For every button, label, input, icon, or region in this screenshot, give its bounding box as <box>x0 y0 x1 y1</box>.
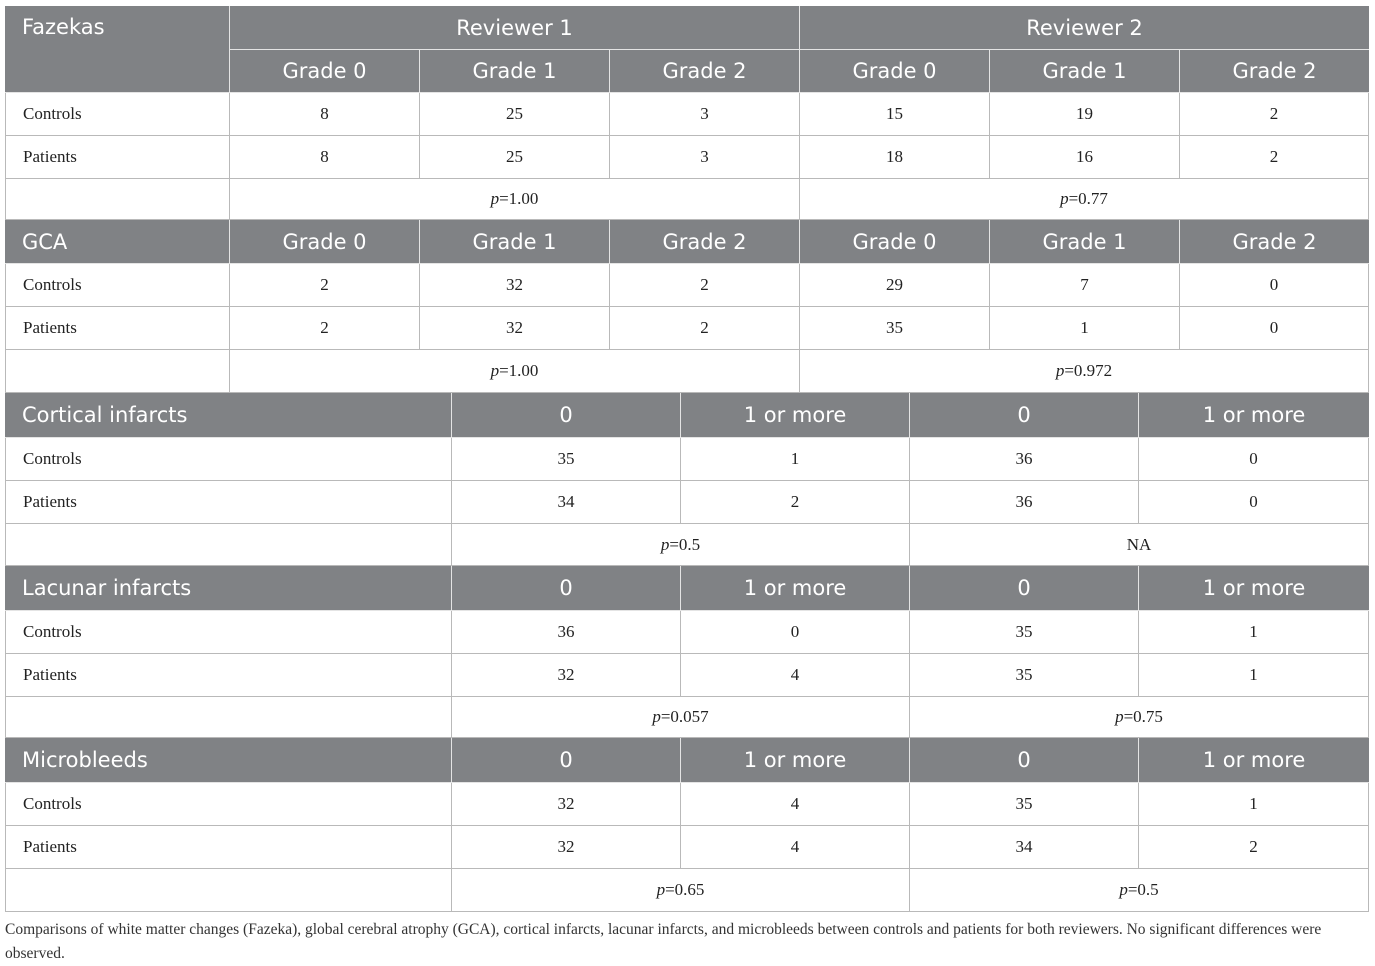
count-1-or-more-header: 1 or more <box>681 738 910 783</box>
table-cell: 7 <box>990 264 1180 307</box>
count-1-or-more-header: 1 or more <box>681 566 910 611</box>
table-cell: 2 <box>1180 93 1369 136</box>
table-cell: 8 <box>230 93 420 136</box>
grade-2-header: Grade 2 <box>1180 220 1369 264</box>
table-cell: 2 <box>610 307 800 350</box>
row-label-patients: Patients <box>5 136 230 179</box>
empty-cell <box>5 869 452 912</box>
lacunar-body <box>5 611 1369 738</box>
microbleeds-body <box>5 783 1369 912</box>
row-label-controls: Controls <box>5 611 452 654</box>
lacunar-title: Lacunar infarcts <box>5 566 452 611</box>
table-cell: 1 <box>1139 783 1369 826</box>
grade-1-header: Grade 1 <box>990 50 1180 93</box>
table-cell: 35 <box>910 654 1139 697</box>
p-value-reviewer-2: p = 0.75 <box>910 697 1369 738</box>
grade-2-header: Grade 2 <box>1180 50 1369 93</box>
count-0-header: 0 <box>910 566 1139 611</box>
grade-1-header: Grade 1 <box>990 220 1180 264</box>
fazekas-header <box>5 6 1369 93</box>
table-cell: 0 <box>1139 481 1369 524</box>
count-1-or-more-header: 1 or more <box>1139 566 1369 611</box>
table-cell: 0 <box>1180 264 1369 307</box>
table-cell: 32 <box>420 307 610 350</box>
table-cell: 36 <box>910 481 1139 524</box>
grade-0-header: Grade 0 <box>230 220 420 264</box>
count-1-or-more-header: 1 or more <box>1139 393 1369 438</box>
reviewer-1-header: Reviewer 1 <box>230 6 800 50</box>
grade-2-header: Grade 2 <box>610 220 800 264</box>
table-cell: 4 <box>681 826 910 869</box>
grade-1-header: Grade 1 <box>420 50 610 93</box>
table-cell: 35 <box>910 783 1139 826</box>
table-cell: 18 <box>800 136 990 179</box>
table-cell: 32 <box>452 654 681 697</box>
results-table <box>5 6 1369 912</box>
gca-header <box>5 220 1369 264</box>
cortical-title: Cortical infarcts <box>5 393 452 438</box>
p-value-reviewer-1: p = 0.65 <box>452 869 910 912</box>
microbleeds-header <box>5 738 1369 783</box>
table-cell: 19 <box>990 93 1180 136</box>
row-label-patients: Patients <box>5 307 230 350</box>
row-label-patients: Patients <box>5 654 452 697</box>
table-cell: 0 <box>1180 307 1369 350</box>
table-cell: 29 <box>800 264 990 307</box>
table-cell: 35 <box>452 438 681 481</box>
table-cell: 32 <box>452 783 681 826</box>
fazekas-body <box>5 93 1369 220</box>
count-0-header: 0 <box>910 393 1139 438</box>
table-cell: 4 <box>681 783 910 826</box>
table-cell: 32 <box>420 264 610 307</box>
table-caption: Comparisons of white matter changes (Fazeka), global cerebral atrophy (GCA), cortical infarcts, lacunar infarcts, and microbleeds between controls and patients for both reviewers. No significant differences were observed. <box>5 921 1322 962</box>
row-label-controls: Controls <box>5 783 452 826</box>
count-0-header: 0 <box>452 566 681 611</box>
count-0-header: 0 <box>910 738 1139 783</box>
lacunar-header <box>5 566 1369 611</box>
table-cell: 1 <box>681 438 910 481</box>
grade-1-header: Grade 1 <box>420 220 610 264</box>
p-value-reviewer-2: p = 0.5 <box>910 869 1369 912</box>
table-cell: 3 <box>610 136 800 179</box>
empty-cell <box>5 524 452 566</box>
table-cell: 25 <box>420 136 610 179</box>
gca-body <box>5 264 1369 393</box>
table-cell: 1 <box>990 307 1180 350</box>
table-cell: 36 <box>452 611 681 654</box>
table-cell: 4 <box>681 654 910 697</box>
grade-0-header: Grade 0 <box>800 50 990 93</box>
table-cell: 2 <box>1139 826 1369 869</box>
table-cell: 0 <box>681 611 910 654</box>
count-1-or-more-header: 1 or more <box>1139 738 1369 783</box>
table-cell: 1 <box>1139 654 1369 697</box>
table-cell: 3 <box>610 93 800 136</box>
table-cell: 2 <box>230 264 420 307</box>
row-label-patients: Patients <box>5 826 452 869</box>
reviewer-2-header: Reviewer 2 <box>800 6 1369 50</box>
empty-cell <box>5 697 452 738</box>
table-cell: 2 <box>230 307 420 350</box>
p-value-reviewer-2: p = 0.77 <box>800 179 1369 220</box>
table-cell: 0 <box>1139 438 1369 481</box>
table-cell: 36 <box>910 438 1139 481</box>
row-label-controls: Controls <box>5 93 230 136</box>
table-cell: 8 <box>230 136 420 179</box>
p-value-reviewer-1: p = 1.00 <box>230 350 800 393</box>
table-cell: 2 <box>681 481 910 524</box>
table-cell: 34 <box>452 481 681 524</box>
p-value-reviewer-1: p = 1.00 <box>230 179 800 220</box>
p-value-reviewer-1: p = 0.057 <box>452 697 910 738</box>
grade-2-header: Grade 2 <box>610 50 800 93</box>
p-value-reviewer-1: p = 0.5 <box>452 524 910 566</box>
empty-cell <box>5 179 230 220</box>
table-cell: 34 <box>910 826 1139 869</box>
table-cell: 15 <box>800 93 990 136</box>
table-cell: 1 <box>1139 611 1369 654</box>
count-0-header: 0 <box>452 393 681 438</box>
row-label-controls: Controls <box>5 264 230 307</box>
table-cell: 2 <box>610 264 800 307</box>
grade-0-header: Grade 0 <box>230 50 420 93</box>
row-label-controls: Controls <box>5 438 452 481</box>
cortical-body <box>5 438 1369 566</box>
table-cell: 32 <box>452 826 681 869</box>
table-cell: 25 <box>420 93 610 136</box>
gca-title: GCA <box>5 220 230 264</box>
grade-0-header: Grade 0 <box>800 220 990 264</box>
row-label-patients: Patients <box>5 481 452 524</box>
fazekas-title: Fazekas <box>5 6 230 93</box>
empty-cell <box>5 350 230 393</box>
microbleeds-title: Microbleeds <box>5 738 452 783</box>
p-value-reviewer-2: p = 0.972 <box>800 350 1369 393</box>
table-cell: 35 <box>800 307 990 350</box>
count-1-or-more-header: 1 or more <box>681 393 910 438</box>
table-cell: 35 <box>910 611 1139 654</box>
cortical-header <box>5 393 1369 438</box>
p-value-reviewer-2: NA <box>910 524 1369 566</box>
table-cell: 16 <box>990 136 1180 179</box>
count-0-header: 0 <box>452 738 681 783</box>
table-cell: 2 <box>1180 136 1369 179</box>
